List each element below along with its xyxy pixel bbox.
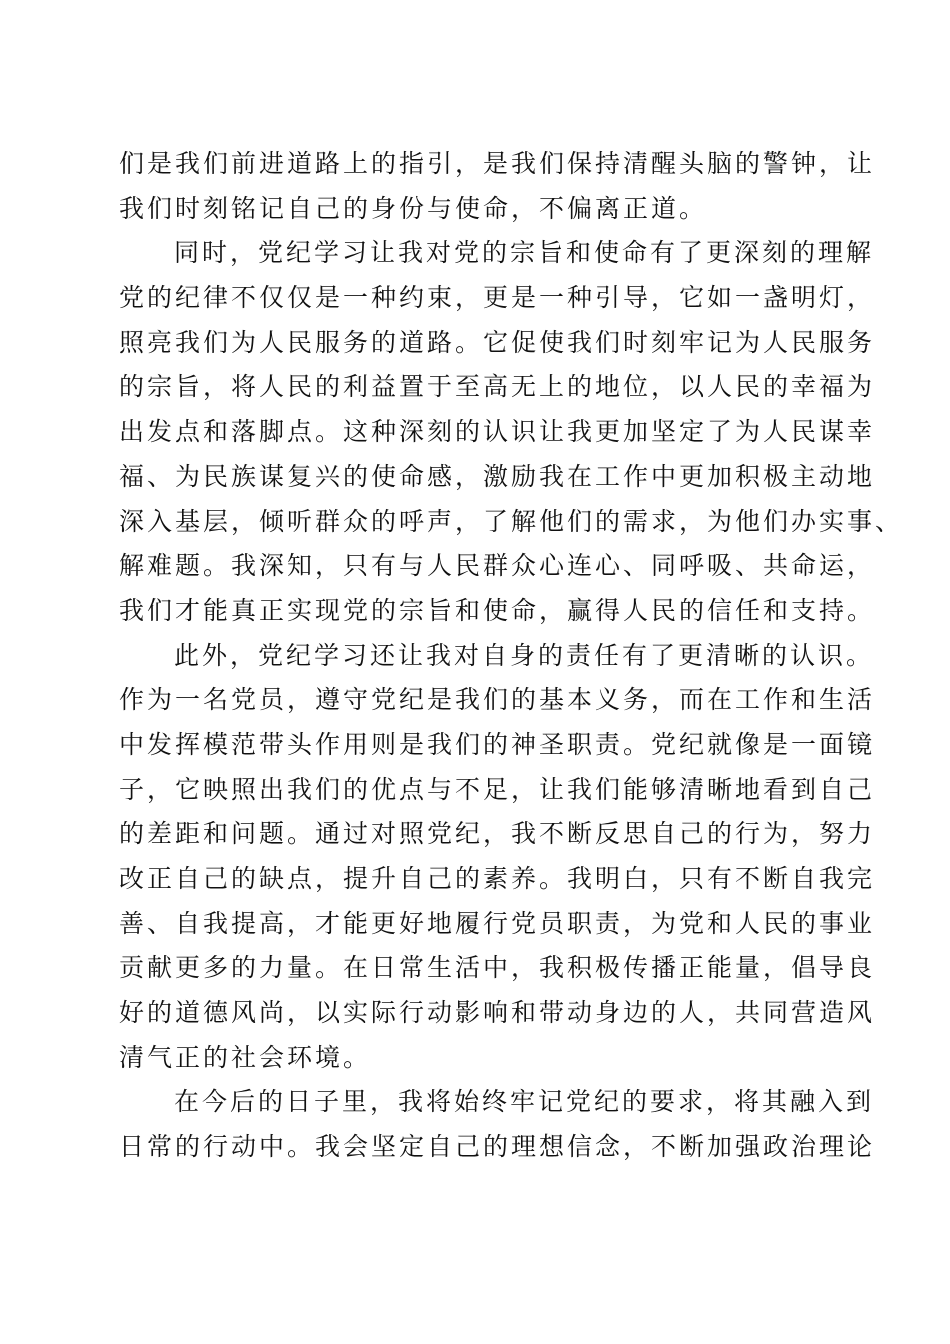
text-line: 中发挥模范带头作用则是我们的神圣职责。党纪就像是一面镜 — [119, 729, 876, 759]
text-line: 出发点和落脚点。这种深刻的认识让我更加坚定了为人民谋幸 — [119, 417, 876, 447]
text-line: 在今后的日子里，我将始终牢记党纪的要求，将其融入到 — [174, 1087, 875, 1117]
text-line: 的差距和问题。通过对照党纪，我不断反思自己的行为，努力 — [119, 819, 876, 849]
text-line: 同时，党纪学习让我对党的宗旨和使命有了更深刻的理解 — [174, 238, 875, 268]
paragraph-1 — [119, 142, 876, 231]
text-line: 作为一名党员，遵守党纪是我们的基本义务，而在工作和生活 — [119, 685, 876, 715]
text-line: 们是我们前进道路上的指引，是我们保持清醒头脑的警钟，让 — [119, 149, 876, 178]
text-line: 照亮我们为人民服务的道路。它促使我们时刻牢记为人民服务 — [119, 327, 876, 357]
text-line: 清气正的社会环境。 — [119, 1042, 372, 1072]
text-line: 福、为民族谋复兴的使命感，激励我在工作中更加积极主动地 — [119, 461, 876, 491]
text-line: 的宗旨，将人民的利益置于至高无上的地位，以人民的幸福为 — [119, 372, 876, 402]
paragraph-4 — [119, 1080, 876, 1169]
text-line: 此外，党纪学习还让我对自身的责任有了更清晰的认识。 — [174, 640, 875, 670]
paragraph-3 — [119, 634, 876, 1081]
text-line: 善、自我提高，才能更好地履行党员职责，为党和人民的事业 — [119, 908, 876, 938]
text-line: 我们才能真正实现党的宗旨和使命，赢得人民的信任和支持。 — [119, 595, 876, 625]
text-line: 好的道德风尚，以实际行动影响和带动身边的人，共同营造风 — [119, 998, 876, 1028]
text-line: 我们时刻铭记自己的身份与使命，不偏离正道。 — [119, 193, 708, 223]
text-line: 深入基层，倾听群众的呼声，了解他们的需求，为他们办实事、 — [119, 506, 904, 536]
text-line: 解难题。我深知，只有与人民群众心连心、同呼吸、共命运， — [119, 551, 876, 581]
text-line: 贡献更多的力量。在日常生活中，我积极传播正能量，倡导良 — [119, 953, 876, 983]
text-line: 党的纪律不仅仅是一种约束，更是一种引导，它如一盏明灯， — [119, 283, 876, 313]
paragraph-2 — [119, 231, 904, 633]
text-line: 日常的行动中。我会坚定自己的理想信念，不断加强政治理论 — [119, 1132, 876, 1162]
text-line: 改正自己的缺点，提升自己的素养。我明白，只有不断自我完 — [119, 864, 876, 893]
document-body — [119, 142, 904, 1170]
text-line: 子，它映照出我们的优点与不足，让我们能够清晰地看到自己 — [119, 774, 876, 804]
